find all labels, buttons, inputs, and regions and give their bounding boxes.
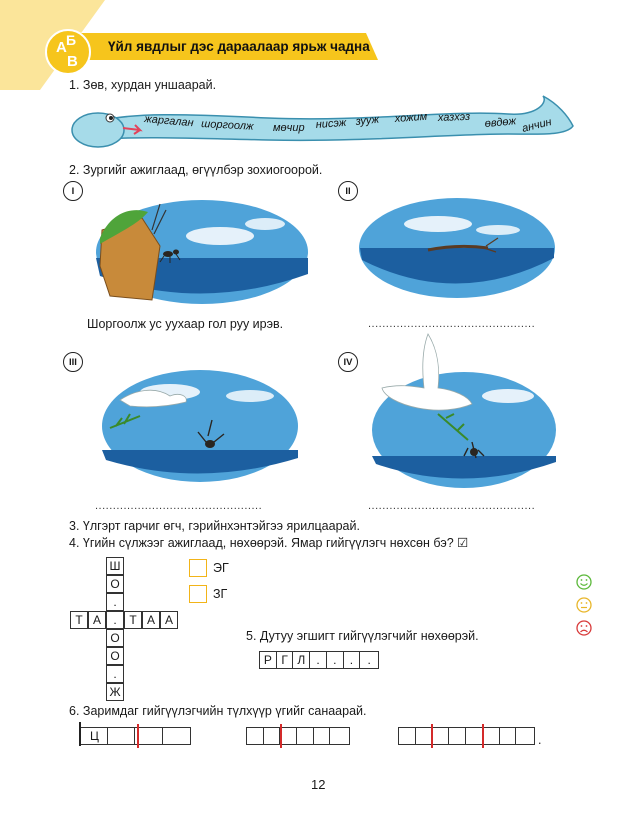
letter-cell[interactable]	[135, 728, 162, 744]
task4-instruction: 4. Үгийн сүлжээг ажиглаад, нөхөөрэй. Ямар гийгүүлэгч нөхсөн бэ? ☑	[69, 536, 469, 550]
panel-2-answer-line[interactable]: ...............................................	[368, 318, 536, 330]
crossword-cell[interactable]: О	[106, 647, 124, 665]
crossword-cell[interactable]: А	[88, 611, 106, 629]
letter-cell[interactable]	[247, 728, 264, 744]
panel-3-illustration	[100, 366, 300, 486]
letter-cell[interactable]	[466, 728, 483, 744]
snake-word: хазхэз	[437, 110, 471, 124]
task6-instruction: 6. Заримдаг гийгүүлэгчийн түлхүүр үгийг санаарай.	[69, 704, 367, 718]
snake-word: анчин	[520, 115, 553, 135]
badge-letter-b: Б	[66, 32, 77, 48]
panel-3-answer-line[interactable]: ...............................................	[95, 500, 263, 512]
panel-4-illustration	[368, 330, 558, 494]
keyword-row-1	[79, 727, 191, 745]
syllable-divider	[137, 724, 139, 748]
option-checkbox[interactable]	[189, 585, 207, 603]
smile-face-icon[interactable]	[576, 574, 592, 590]
crossword-cell[interactable]: А	[142, 611, 160, 629]
letter-cell[interactable]: Р	[260, 652, 277, 668]
snake-word: жаргалан	[143, 113, 195, 130]
syllable-divider	[482, 724, 484, 748]
letter-cell[interactable]	[399, 728, 416, 744]
task5-instruction: 5. Дутуу эгшигт гийгүүлэгчийг нөхөөрэй.	[246, 629, 479, 643]
option-label: ЗГ	[213, 587, 228, 601]
crossword-cell[interactable]: Т	[124, 611, 142, 629]
syllable-divider	[431, 724, 433, 748]
letter-cell[interactable]: Г	[277, 652, 294, 668]
letter-cell[interactable]: .	[344, 652, 361, 668]
letter-cell[interactable]	[500, 728, 517, 744]
letter-cell[interactable]: .	[310, 652, 327, 668]
crossword-cell[interactable]: А	[160, 611, 178, 629]
letter-cell[interactable]	[330, 728, 349, 744]
letter-cell[interactable]	[108, 728, 135, 744]
snake-word: нисэж	[315, 116, 347, 131]
page-title: Үйл явдлыг дэс дараалаар ярьж чадна	[108, 39, 370, 54]
badge-letter-a: А	[56, 39, 67, 56]
abv-badge-icon	[44, 28, 92, 76]
letter-cell[interactable]	[516, 728, 534, 744]
crossword-cell[interactable]: О	[106, 629, 124, 647]
snake-word: зууж	[355, 113, 380, 128]
keyword-row-3	[398, 727, 535, 745]
page-number: 12	[311, 777, 326, 792]
task1-instruction: 1. Зөв, хурдан уншаарай.	[69, 78, 217, 92]
letter-cell[interactable]: Л	[293, 652, 310, 668]
letter-cell[interactable]	[280, 728, 297, 744]
letter-cell[interactable]	[483, 728, 500, 744]
letter-cell[interactable]: .	[327, 652, 344, 668]
panel-numeral: IV	[338, 352, 358, 372]
task3-instruction: 3. Үлгэрт гарчиг өгч, гэрийнхэнтэйгээ ярилцаарай.	[69, 519, 360, 533]
syllable-divider	[280, 724, 282, 748]
panel-1-illustration	[90, 196, 308, 308]
panel-numeral: II	[338, 181, 358, 201]
task2-instruction: 2. Зургийг ажиглаад, өгүүлбэр зохиогоорой.	[69, 163, 323, 177]
panel-numeral: III	[63, 352, 83, 372]
option-label: ЭГ	[213, 561, 229, 575]
letter-cell[interactable]: .	[367, 653, 371, 667]
badge-letter-v: В	[67, 53, 78, 70]
crossword-cell[interactable]: .	[106, 611, 124, 629]
sad-face-icon[interactable]	[576, 620, 592, 636]
letter-cell[interactable]	[314, 728, 331, 744]
crossword-cell[interactable]: .	[106, 593, 124, 611]
letter-cell[interactable]	[163, 728, 190, 744]
letter-cell[interactable]	[416, 728, 433, 744]
letter-cell[interactable]	[264, 728, 281, 744]
panel-4-answer-line[interactable]: ...............................................	[368, 500, 536, 512]
panel-2-illustration	[358, 196, 556, 302]
snake-word: өвдөж	[484, 115, 517, 130]
row-start-marker	[79, 722, 81, 746]
keyword-row-2	[246, 727, 350, 745]
snake-word: шоргоолж	[200, 118, 254, 133]
option-checkbox[interactable]	[189, 559, 207, 577]
letter-cell[interactable]: Ц	[80, 728, 108, 744]
task5-letter-row	[259, 651, 379, 669]
letter-cell[interactable]	[449, 728, 466, 744]
crossword-cell[interactable]: Ж	[106, 683, 124, 701]
letter-cell[interactable]	[433, 728, 450, 744]
panel-numeral: I	[63, 181, 83, 201]
snake-word: хожим	[394, 110, 428, 125]
crossword-cell[interactable]: Т	[70, 611, 88, 629]
crossword-cell[interactable]: О	[106, 575, 124, 593]
neutral-face-icon[interactable]	[576, 597, 592, 613]
letter-cell[interactable]	[297, 728, 314, 744]
panel-1-caption: Шоргоолж ус уухаар гол руу ирэв.	[87, 317, 284, 331]
snake-word: мөчир	[273, 122, 305, 134]
snake-word-strip	[68, 92, 578, 162]
crossword-cell[interactable]: Ш	[106, 557, 124, 575]
sentence-end-mark: .	[538, 733, 542, 747]
crossword-cell[interactable]: .	[106, 665, 124, 683]
